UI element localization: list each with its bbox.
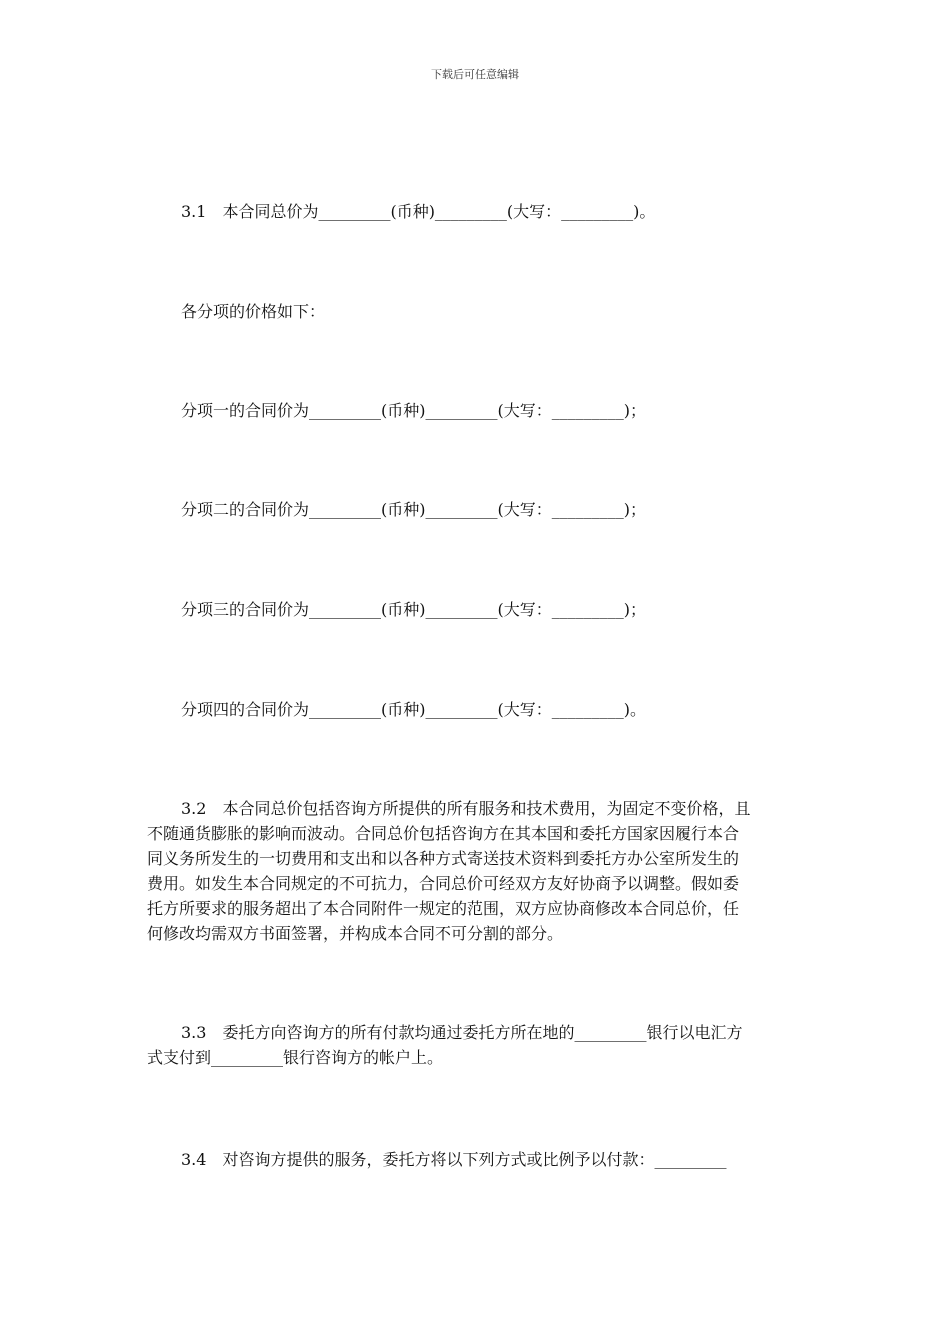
clause-3-3-line: 3.3 委托方向咨询方的所有付款均通过委托方所在地的_________银行以电汇方 (181, 1023, 743, 1042)
subitem-3: 分项三的合同价为_________(币种)_________(大写：_________)； (181, 600, 646, 619)
clause-3-2-line: 3.2 本合同总价包括咨询方所提供的所有服务和技术费用，为固定不变价格，且 (181, 799, 751, 818)
clause-3-2-line: 不随通货膨胀的影响而波动。合同总价包括咨询方在其本国和委托方国家因履行本合 (147, 824, 740, 843)
subitem-2: 分项二的合同价为_________(币种)_________(大写：_________)； (181, 500, 646, 519)
clause-3-4: 3.4 对咨询方提供的服务，委托方将以下列方式或比例予以付款：_________ (181, 1150, 727, 1169)
subitems-intro: 各分项的价格如下： (181, 302, 326, 321)
clause-3-2 (147, 796, 807, 946)
clause-3-2-line: 费用。如发生本合同规定的不可抗力，合同总价可经双方友好协商予以调整。假如委 (147, 874, 740, 893)
page-header: 下载后可任意编辑 (431, 68, 519, 81)
clause-3-1: 3.1 本合同总价为_________(币种)_________(大写：_________)。 (181, 202, 656, 221)
clause-3-2-line: 何修改均需双方书面签署，并构成本合同不可分割的部分。 (147, 924, 564, 943)
clause-3-3 (147, 1020, 807, 1070)
subitem-1: 分项一的合同价为_________(币种)_________(大写：_________)； (181, 401, 646, 420)
clause-3-2-line: 托方所要求的服务超出了本合同附件一规定的范围，双方应协商修改本合同总价，任 (147, 899, 740, 918)
clause-3-2-line: 同义务所发生的一切费用和支出和以各种方式寄送技术资料到委托方办公室所发生的 (147, 849, 740, 868)
subitem-4: 分项四的合同价为_________(币种)_________(大写：_________)。 (181, 700, 646, 719)
clause-3-3-line: 式支付到_________银行咨询方的帐户上。 (147, 1048, 444, 1067)
